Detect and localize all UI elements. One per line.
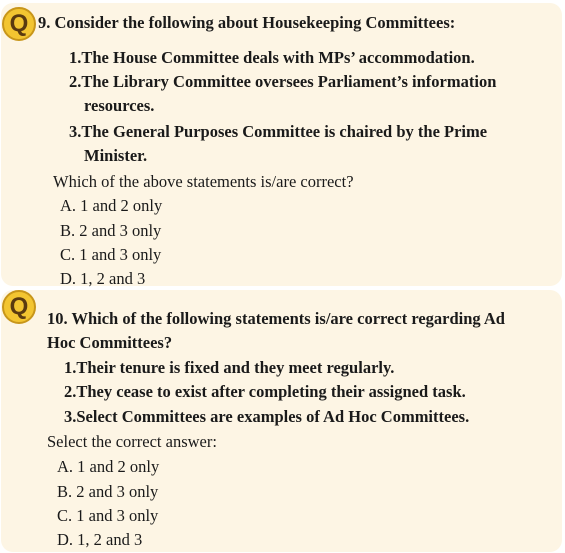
q10-option-b[interactable]: B. 2 and 3 only (57, 482, 159, 501)
statement-text: Select Committees are examples of Ad Hoc Committees. (76, 407, 470, 426)
statement-text: They cease to exist after completing their assigned task. (76, 382, 466, 401)
question-badge-icon: Q (2, 290, 36, 324)
question-badge-icon: Q (2, 7, 36, 41)
q9-statement-2 (69, 71, 496, 93)
q9-statement-1 (69, 47, 475, 69)
q10-option-c[interactable]: C. 1 and 3 only (57, 506, 159, 525)
statement-text: The General Purposes Committee is chaired by the Prime (81, 122, 488, 141)
q9-option-d[interactable]: D. 1, 2 and 3 (60, 269, 146, 288)
q9-option-a[interactable]: A. 1 and 2 only (60, 196, 163, 215)
statement-number: 1. (64, 358, 77, 377)
q9-option-b[interactable]: B. 2 and 3 only (60, 221, 162, 240)
q9-prompt: Which of the above statements is/are correct? (53, 172, 354, 191)
q9-statement-3 (69, 121, 487, 143)
statement-text: The Library Committee oversees Parliament’s information (81, 72, 497, 91)
statement-text: Their tenure is fixed and they meet regularly. (76, 358, 395, 377)
q9-option-c[interactable]: C. 1 and 3 only (60, 245, 162, 264)
statement-text: The House Committee deals with MPs’ accommodation. (81, 48, 475, 67)
q10-prompt: Select the correct answer: (47, 432, 217, 451)
question-10-text-continued: Hoc Committees? (47, 333, 173, 352)
question-9-text: 9. Consider the following about Housekeeping Committees: (38, 13, 456, 32)
question-10-text: 10. Which of the following statements is/are correct regarding Ad (47, 309, 505, 328)
statement-number: 2. (64, 382, 77, 401)
statement-number: 1. (69, 48, 82, 67)
q10-option-d[interactable]: D. 1, 2 and 3 (57, 530, 143, 549)
q9-statement-2-continued: resources. (84, 96, 155, 115)
statement-number: 3. (69, 122, 82, 141)
statement-number: 2. (69, 72, 82, 91)
q10-option-a[interactable]: A. 1 and 2 only (57, 457, 160, 476)
q10-statement-2 (64, 381, 466, 403)
q10-statement-3 (64, 406, 469, 428)
statement-number: 3. (64, 407, 77, 426)
q10-statement-1 (64, 357, 394, 379)
q9-statement-3-continued: Minister. (84, 146, 148, 165)
